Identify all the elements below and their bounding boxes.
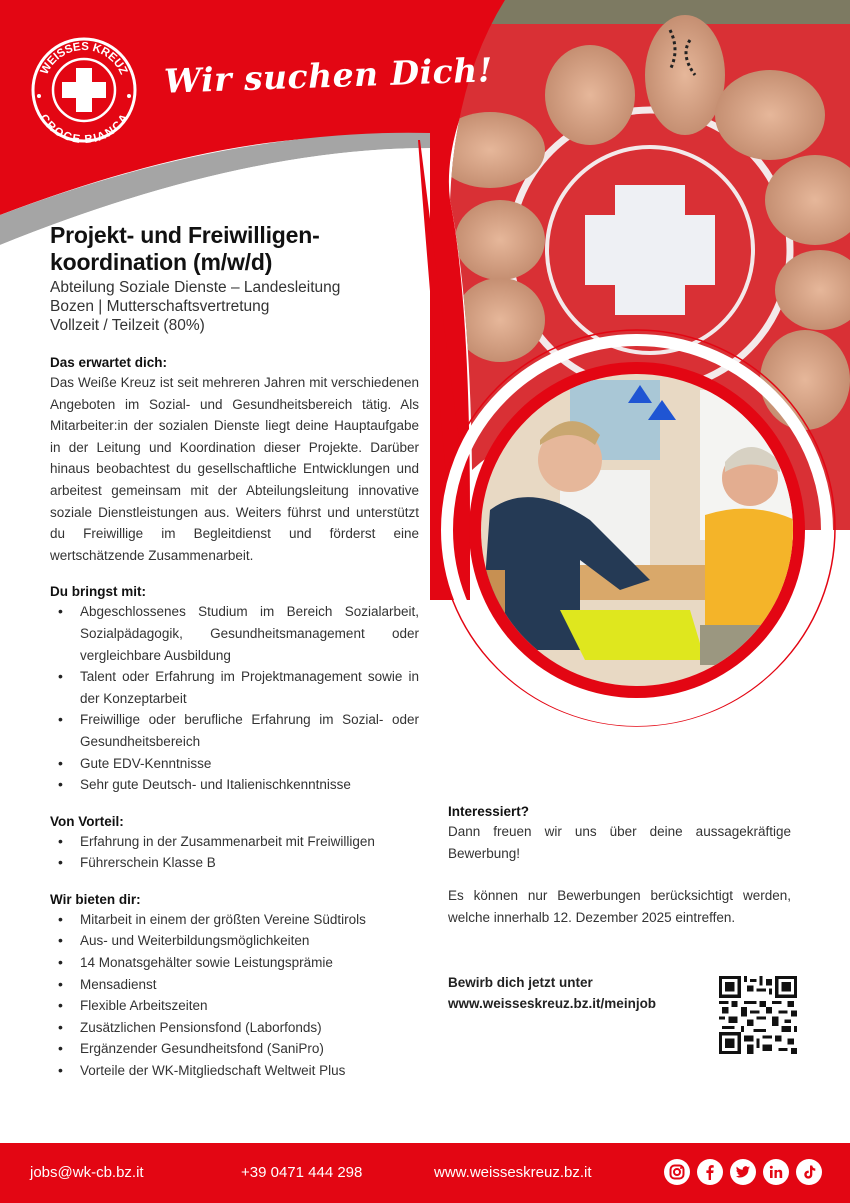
list-item: • Aus- und Weiterbildungsmöglichkeiten (50, 930, 419, 952)
footer-email[interactable]: jobs@wk-cb.bz.it (30, 1164, 144, 1181)
list-item: • Vorteile der WK-Mitgliedschaft Weltweit Plus (50, 1060, 419, 1082)
slogan: Wir suchen Dich! (163, 50, 494, 101)
location-type: Bozen | Mutterschaftsvertretung (50, 298, 270, 315)
list-item: • Sehr gute Deutsch- und Italienischkenntnisse (50, 774, 419, 796)
list-item: • Freiwillige oder berufliche Erfahrung im Sozial- oder Gesundheitsbereich (50, 709, 419, 752)
expect-text: Das Weiße Kreuz ist seit mehreren Jahren mit verschiedenen Angeboten im Sozial- und Gesundheitsbereich tätig. Als Mitarbeiter:in der sozialen Dienste liegt deine Hauptaufgabe in der Leitung und Koordination dieser Projekte. Darüber hinaus beobachtest du gesellschaftliche Entwicklungen und arbeitest gemeinsam mit der Abteilungsleitung innovative soziale Dienstleistungen aus. Weiters führst und unterstützt du Freiwillige im Begleitdienst und förderst eine wertschätzende Zusammenarbeit. (50, 375, 419, 563)
interested-section (448, 804, 791, 928)
interested-text: Dann freuen wir uns über deine aussagekräftige Bewerbung! (448, 824, 791, 861)
weisses-kreuz-logo (30, 36, 138, 144)
advantages-list (50, 831, 419, 874)
apply-info (448, 972, 656, 1014)
list-item: • 14 Monatsgehälter sowie Leistungsprämie (50, 952, 419, 974)
social-links (664, 1159, 822, 1185)
department: Abteilung Soziale Dienste – Landesleitung (50, 279, 341, 296)
list-item: • Führerschein Klasse B (50, 852, 419, 874)
offer-list (50, 909, 419, 1082)
job-description-column (50, 222, 419, 1082)
list-item: • Zusätzlichen Pensionsfond (Laborfonds) (50, 1017, 419, 1039)
svg-text:CROCE BIANCA: CROCE BIANCA (37, 112, 131, 144)
employment-type: Vollzeit / Teilzeit (80%) (50, 317, 205, 334)
job-title-line1: Projekt- und Freiwilligen- (50, 222, 320, 248)
list-item: • Mitarbeit in einem der größten Vereine Südtirols (50, 909, 419, 931)
expect-heading: Das erwartet dich: (50, 355, 168, 370)
svg-text:WEISSES KREUZ: WEISSES KREUZ (38, 40, 130, 77)
list-item: • Mensadienst (50, 974, 419, 996)
footer-website[interactable]: www.weisseskreuz.bz.it (434, 1164, 592, 1181)
requirements-heading: Du bringst mit: (50, 584, 146, 600)
list-item: • Erfahrung in der Zusammenarbeit mit Freiwilligen (50, 831, 419, 853)
apply-link[interactable]: www.weisseskreuz.bz.it/meinjob (448, 996, 657, 1011)
footer (0, 1143, 850, 1203)
job-title-line2: koordination (m/w/d) (50, 249, 273, 275)
list-item: • Gute EDV-Kenntnisse (50, 753, 419, 775)
facebook-icon[interactable] (697, 1159, 723, 1185)
job-subtitle (50, 278, 419, 335)
requirements-list (50, 601, 419, 795)
footer-phone[interactable]: +39 0471 444 298 (241, 1164, 363, 1181)
qr-code-icon[interactable] (719, 976, 797, 1054)
list-item: • Ergänzender Gesundheitsfond (SaniPro) (50, 1038, 419, 1060)
job-title (50, 222, 419, 276)
advantages-heading: Von Vorteil: (50, 813, 124, 829)
list-item: • Abgeschlossenes Studium im Bereich Sozialarbeit, Sozialpädagogik, Gesundheitsmanagement oder vergleichbare Ausbildung (50, 601, 419, 666)
linkedin-icon[interactable] (763, 1159, 789, 1185)
interested-heading: Interessiert? (448, 804, 530, 819)
offer-heading: Wir bieten dir: (50, 891, 141, 907)
list-item: • Talent oder Erfahrung im Projektmanagement sowie in der Konzeptarbeit (50, 666, 419, 709)
list-item: • Flexible Arbeitszeiten (50, 995, 419, 1017)
tiktok-icon[interactable] (796, 1159, 822, 1185)
apply-label: Bewirb dich jetzt unter (448, 975, 593, 990)
twitter-icon[interactable] (730, 1159, 756, 1185)
instagram-icon[interactable] (664, 1159, 690, 1185)
deadline-text: Es können nur Bewerbungen berücksichtigt werden, welche innerhalb 12. Dezember 2025 eintreffen. (448, 888, 791, 925)
